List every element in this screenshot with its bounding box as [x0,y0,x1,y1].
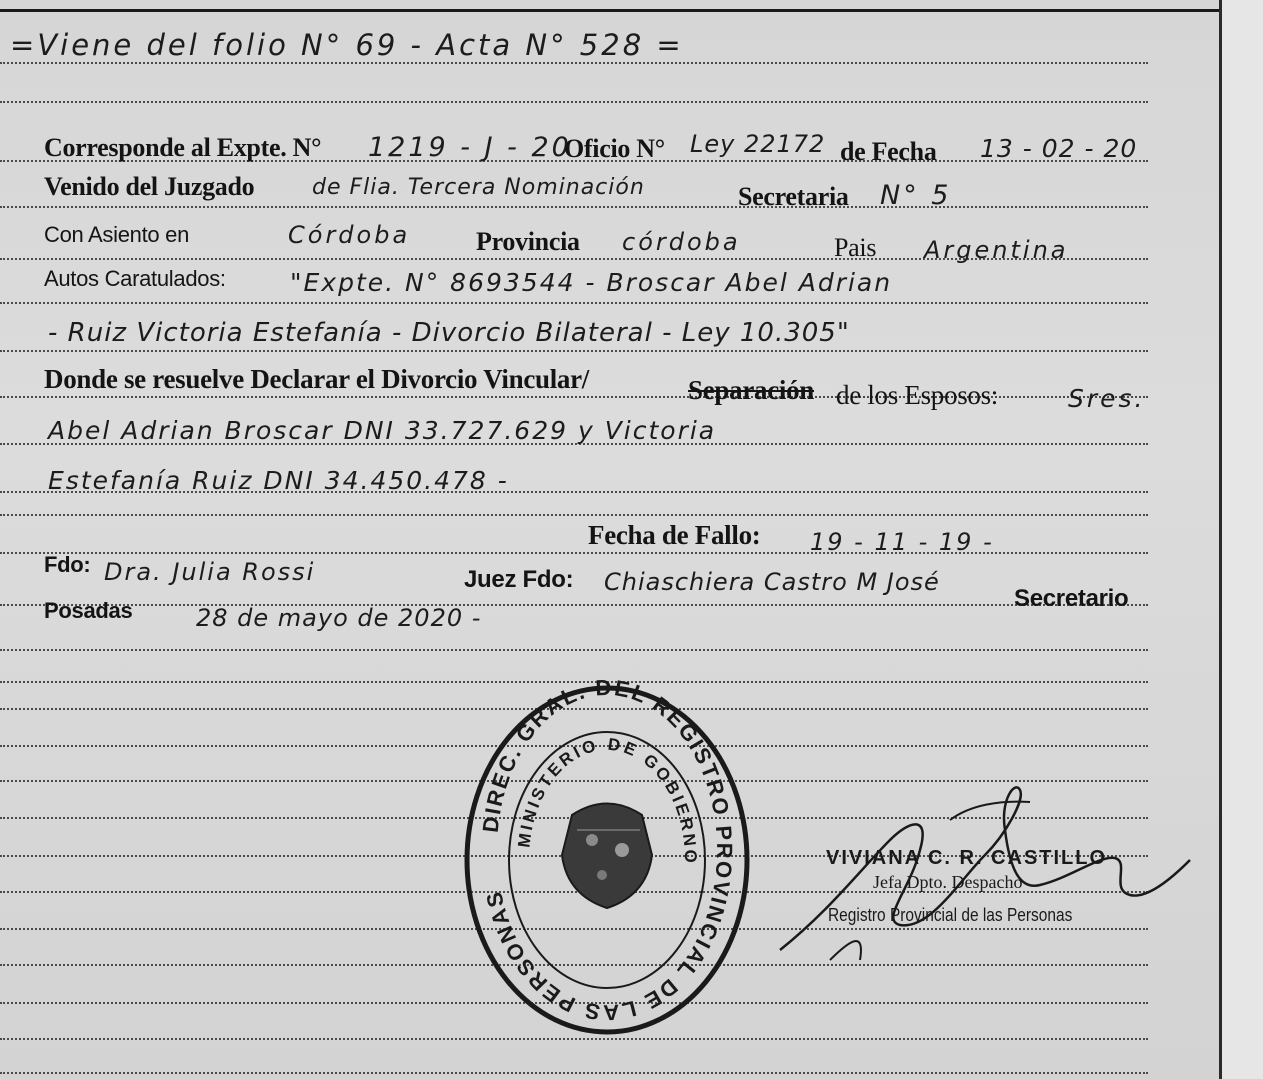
label-venido: Venido del Juzgado [44,172,255,201]
esposos-text: de los Esposos: [836,380,999,410]
oficio-value: Ley 22172 [690,130,826,158]
juez-value: Dra. Julia Rossi [104,558,316,586]
right-border [1219,0,1222,1079]
secretaria-value: N° 5 [880,180,952,211]
top-rule [0,9,1222,12]
dotted-line [0,1072,1148,1074]
official-seal [462,680,752,1040]
label-secretario: Secretario [1014,585,1129,612]
official-name: VIVIANA C. R. CASTILLO [826,847,1108,869]
esposos-value-2: Estefanía Ruiz DNI 34.450.478 - [48,466,509,495]
resuelve-text: Donde se resuelve Declarar el Divorcio Vincular/ [44,364,590,394]
juzgado-value: de Flia. Tercera Nominación [312,175,645,200]
secretario-value: Chiaschiera Castro M José [604,568,940,596]
label-provincia: Provincia [476,227,580,256]
dotted-line [0,62,1148,64]
label-fecha-fallo: Fecha de Fallo: [588,520,761,550]
coat-of-arms-icon [562,804,652,909]
dotted-line [0,350,1148,352]
provincia-value: córdoba [622,228,741,256]
official-organization: Registro Provincial de las Personas [828,905,1073,925]
sres-value: Sres. [1068,384,1146,413]
label-fecha: de Fecha [840,137,937,166]
viene-del-folio: =Viene del folio N° 69 - Acta N° 528 = [10,28,684,62]
dotted-line [0,514,1148,516]
official-role: Jefa Dpto. Despacho [873,872,1023,892]
esposos-value-1: Abel Adrian Broscar DNI 33.727.629 y Victoria [48,416,717,445]
label-secretaria: Secretaria [738,182,849,211]
fecha-value: 13 - 02 - 20 [980,134,1138,163]
label-asiento: Con Asiento en [44,222,190,247]
label-autos: Autos Caratulados: [44,266,226,291]
right-margin [1222,0,1263,1079]
label-corresponde: Corresponde al Expte. N° [44,133,322,162]
asiento-value: Córdoba [288,221,411,249]
posadas-value: 28 de mayo de 2020 - [196,604,482,632]
dotted-line [0,302,1148,304]
autos-continuation: - Ruiz Victoria Estefanía - Divorcio Bilateral - Ley 10.305" [48,318,850,348]
expte-value: 1219 - J - 20 [368,132,572,163]
dotted-line [0,649,1148,651]
pais-value: Argentina [924,236,1069,264]
label-posadas: Posadas [44,598,133,623]
separacion-text: Separación [688,375,815,405]
label-oficio: Oficio N° [564,134,665,163]
dotted-line [0,604,1148,606]
label-pais: Pais [834,233,877,262]
autos-value: "Expte. N° 8693544 - Broscar Abel Adrian [290,268,893,297]
dotted-line [0,206,1148,208]
seal-outer-text: DIREC. GRAL. DEL REGISTRO PROVINCIAL DE LAS PERSONAS [477,680,738,1026]
seal-inner-text: MINISTERIO DE GOBIERNO [514,734,701,866]
handwritten-signature [770,760,1210,980]
fecha-fallo-value: 19 - 11 - 19 - [810,528,994,556]
label-fdo: Fdo: [44,552,91,577]
label-juez: Juez Fdo: [464,566,574,593]
dotted-line [0,101,1148,103]
